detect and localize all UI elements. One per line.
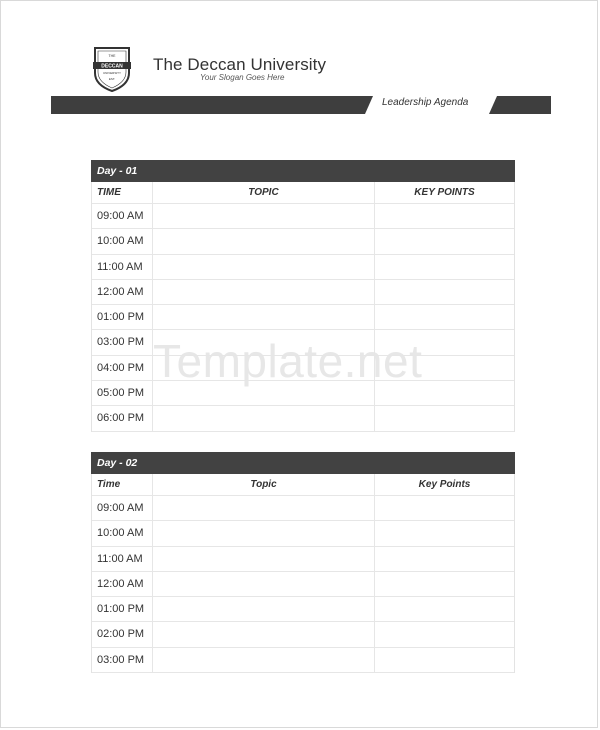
key-points-cell[interactable]: [375, 255, 514, 279]
crest-line-4: EST.: [108, 77, 116, 81]
topic-cell[interactable]: [153, 280, 375, 304]
table-row: [92, 572, 514, 597]
key-points-cell[interactable]: [375, 547, 514, 571]
key-points-cell[interactable]: [375, 572, 514, 596]
slogan: Your Slogan Goes Here: [200, 73, 285, 82]
agenda-grid: [91, 182, 515, 432]
table-row: [92, 330, 514, 355]
header-band: [51, 96, 551, 114]
time-cell: 11:00 AM: [92, 255, 153, 279]
time-cell: 01:00 PM: [92, 597, 153, 621]
column-headers: [92, 182, 514, 204]
key-points-cell[interactable]: [375, 521, 514, 545]
column-headers: [92, 474, 514, 496]
table-row: [92, 547, 514, 572]
key-points-cell[interactable]: [375, 356, 514, 380]
crest-line-1: THE: [108, 54, 116, 58]
time-cell: 04:00 PM: [92, 356, 153, 380]
topic-cell[interactable]: [153, 496, 375, 520]
day-table: [91, 160, 515, 432]
topic-cell[interactable]: [153, 597, 375, 621]
topic-cell[interactable]: [153, 547, 375, 571]
time-cell: 09:00 AM: [92, 204, 153, 228]
time-cell: 06:00 PM: [92, 406, 153, 430]
key-points-cell[interactable]: [375, 406, 514, 430]
crest-line-2: DECCAN: [101, 63, 123, 70]
topic-cell[interactable]: [153, 521, 375, 545]
day-table: [91, 452, 515, 673]
topic-cell[interactable]: [153, 406, 375, 430]
time-cell: 02:00 PM: [92, 622, 153, 646]
time-cell: 10:00 AM: [92, 229, 153, 253]
topic-cell[interactable]: [153, 305, 375, 329]
topic-cell[interactable]: [153, 255, 375, 279]
time-cell: 12:00 AM: [92, 280, 153, 304]
key-points-cell[interactable]: [375, 381, 514, 405]
column-header-topic: Topic: [153, 474, 375, 495]
column-header-key-points: Key Points: [418, 479, 471, 490]
agenda-grid: [91, 474, 515, 673]
table-row: [92, 496, 514, 521]
table-row: [92, 597, 514, 622]
column-header-time: Time: [92, 474, 153, 495]
topic-cell[interactable]: [153, 622, 375, 646]
key-points-cell[interactable]: [375, 204, 514, 228]
key-points-cell[interactable]: [375, 622, 514, 646]
time-cell: 10:00 AM: [92, 521, 153, 545]
key-points-cell[interactable]: [375, 305, 514, 329]
key-points-cell[interactable]: [375, 496, 514, 520]
table-row: [92, 381, 514, 406]
table-row: [92, 280, 514, 305]
table-row: [92, 521, 514, 546]
time-cell: 09:00 AM: [92, 496, 153, 520]
time-cell: 03:00 PM: [92, 330, 153, 354]
day-title: Day - 01: [91, 160, 515, 182]
time-cell: 11:00 AM: [92, 547, 153, 571]
column-header-key-points: KEY POINTS: [414, 187, 475, 198]
key-points-cell[interactable]: [375, 597, 514, 621]
topic-cell[interactable]: [153, 572, 375, 596]
time-cell: 03:00 PM: [92, 648, 153, 672]
time-cell: 12:00 AM: [92, 572, 153, 596]
table-row: [92, 229, 514, 254]
table-row: [92, 356, 514, 381]
day-title: Day - 02: [91, 452, 515, 474]
agenda-title: Leadership Agenda: [382, 97, 469, 108]
key-points-cell[interactable]: [375, 330, 514, 354]
watermark: Template.net: [153, 335, 423, 387]
university-name: The Deccan University: [153, 55, 327, 74]
topic-cell[interactable]: [153, 330, 375, 354]
topic-cell[interactable]: [153, 381, 375, 405]
key-points-cell[interactable]: [375, 648, 514, 672]
time-cell: 05:00 PM: [92, 381, 153, 405]
university-crest-icon: [93, 45, 131, 93]
table-row: [92, 255, 514, 280]
table-row: [92, 406, 514, 431]
table-row: [92, 305, 514, 330]
column-header-topic: TOPIC: [153, 182, 375, 203]
column-header-time: TIME: [92, 182, 153, 203]
table-row: [92, 204, 514, 229]
table-row: [92, 622, 514, 647]
time-cell: 01:00 PM: [92, 305, 153, 329]
table-row: [92, 648, 514, 673]
topic-cell[interactable]: [153, 229, 375, 253]
crest-line-3: UNIVERSITY: [102, 71, 122, 75]
topic-cell[interactable]: [153, 356, 375, 380]
key-points-cell[interactable]: [375, 280, 514, 304]
topic-cell[interactable]: [153, 204, 375, 228]
topic-cell[interactable]: [153, 648, 375, 672]
key-points-cell[interactable]: [375, 229, 514, 253]
